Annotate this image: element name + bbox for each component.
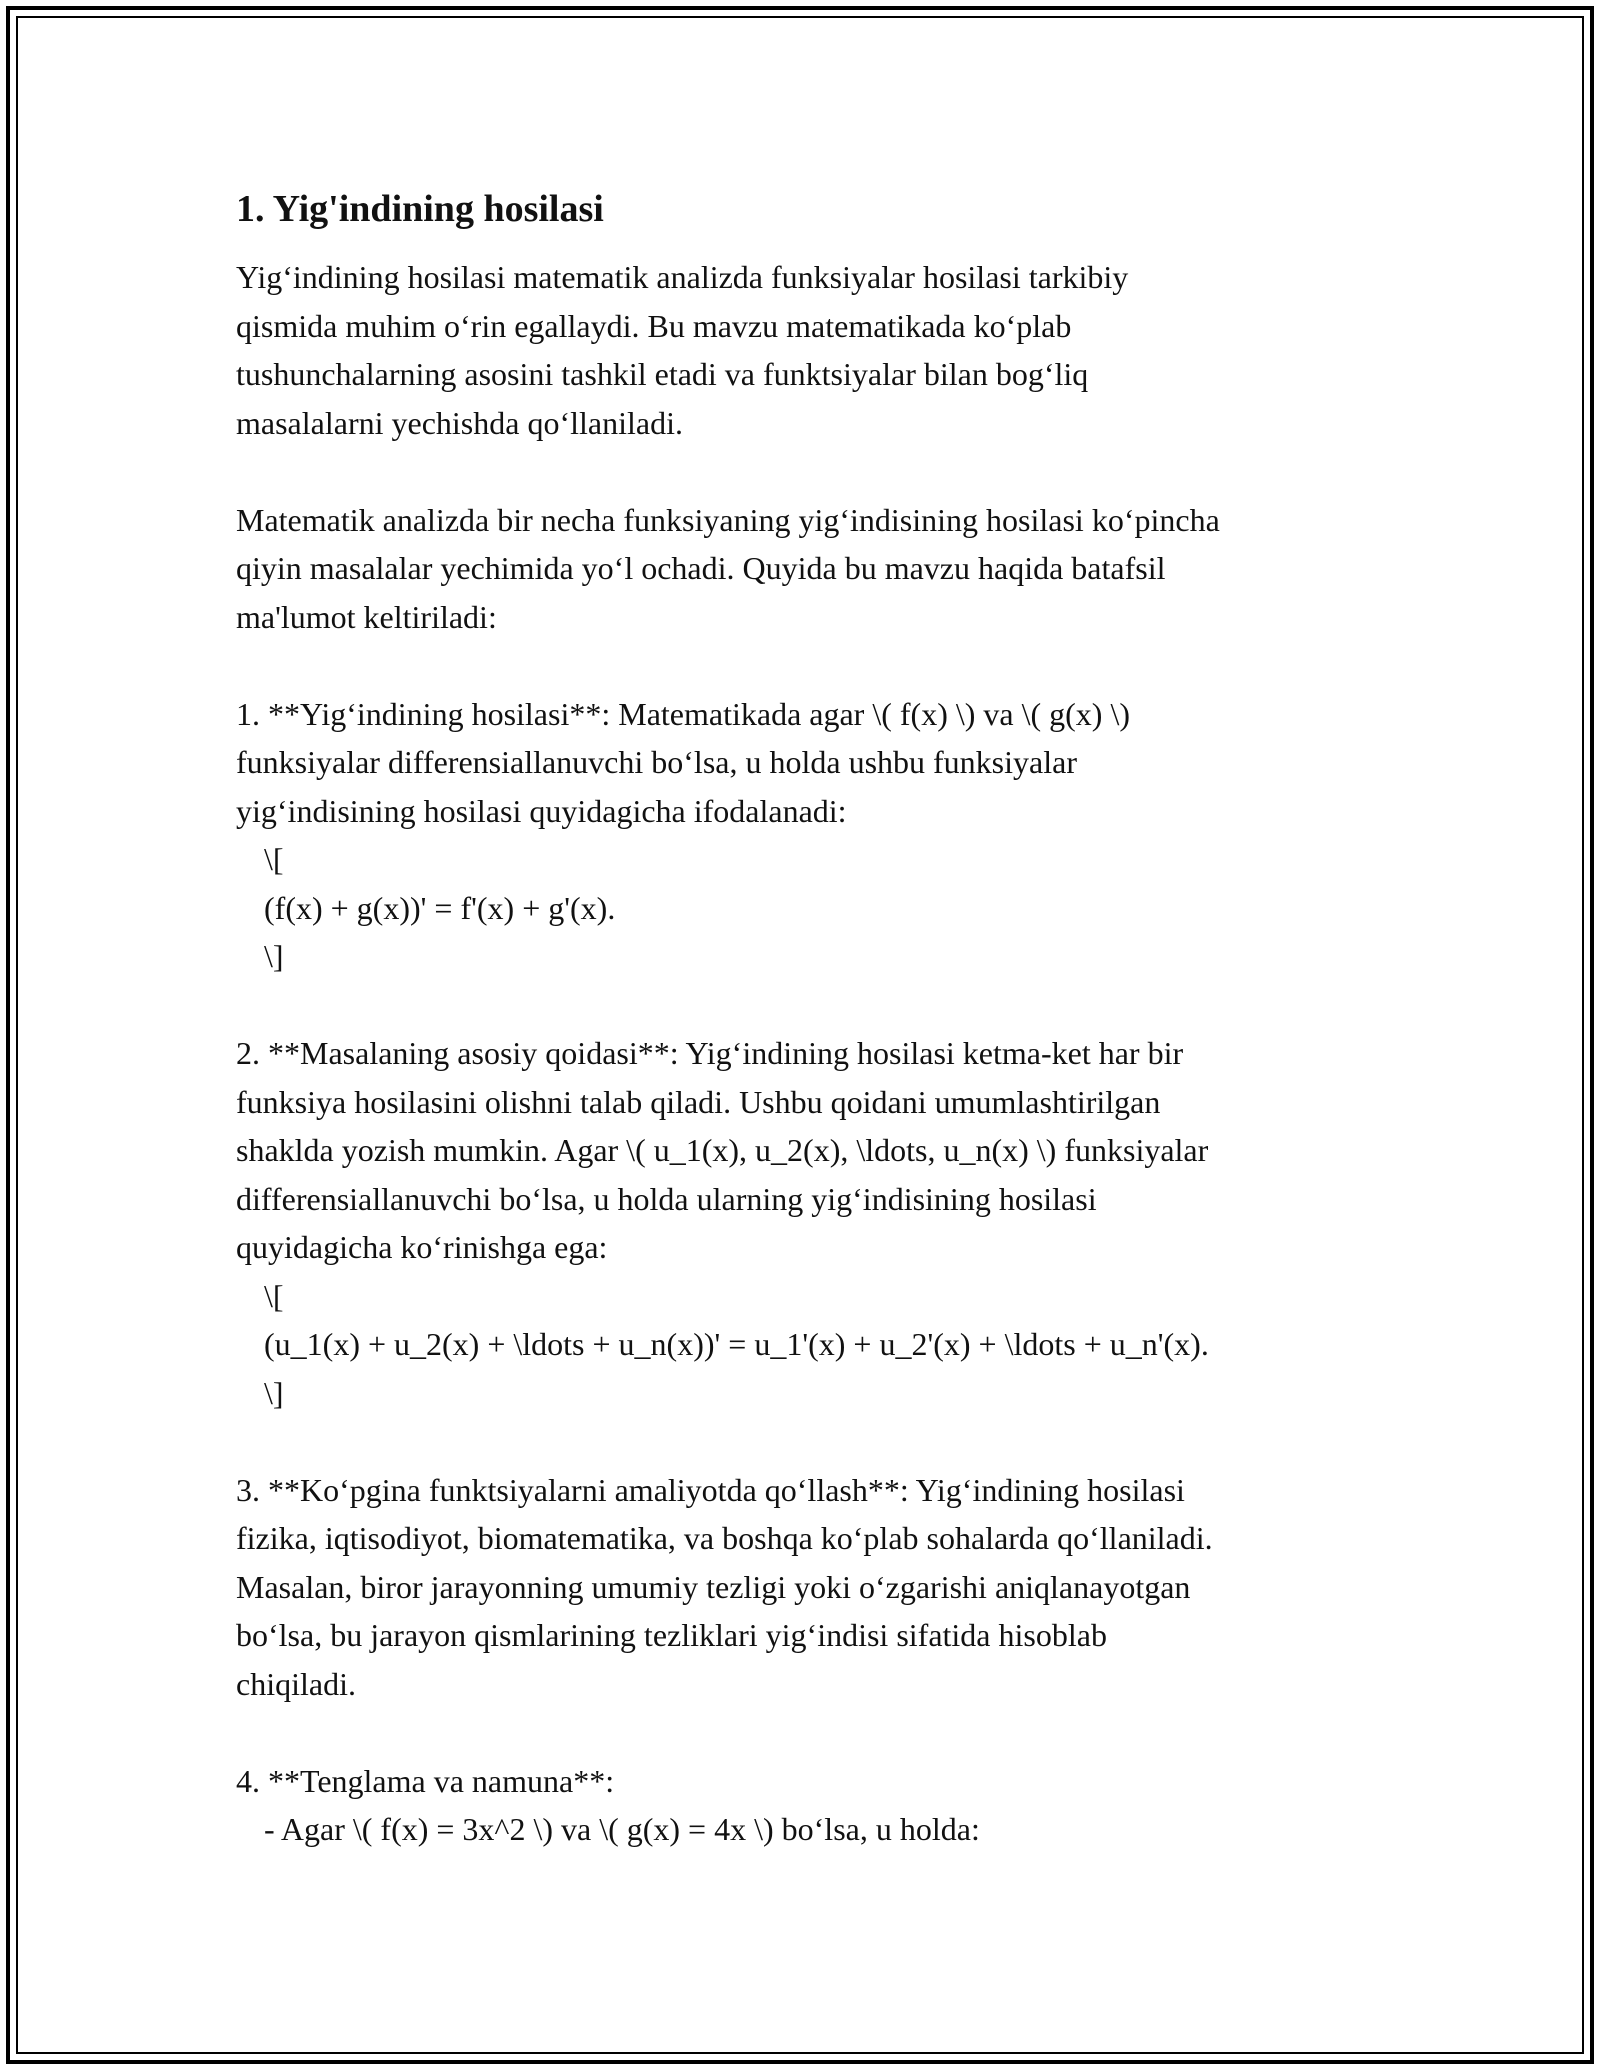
text-line: 3. **Ko‘pgina funktsiyalarni amaliyotda qo‘llash**: Yig‘indining hosilasi <box>236 1471 1185 1508</box>
list-item-1 <box>236 690 1416 981</box>
formula-line: \[ <box>264 841 284 877</box>
text-line: quyidagicha ko‘rinishga ega: <box>236 1229 608 1265</box>
intro-paragraph <box>236 253 1416 447</box>
text-line: tushunchalarning asosini tashkil etadi va funktsiyalar bilan bog‘liq <box>236 356 1089 392</box>
paragraph-gap <box>236 447 1416 496</box>
text-line: fizika, iqtisodiyot, biomatematika, va boshqa ko‘plab sohalarda qo‘llaniladi. <box>236 1520 1213 1556</box>
text-line: funksiya hosilasini olishni talab qiladi. Ushbu qoidani umumlashtirilgan <box>236 1083 1161 1120</box>
list-item-4 <box>236 1757 1416 1854</box>
text-line: chiqiladi. <box>236 1665 356 1702</box>
document-body <box>236 185 1416 1854</box>
formula-line: \] <box>264 1374 284 1411</box>
formula-line: (u_1(x) + u_2(x) + \ldots + u_n(x))' = u_1'(x) + u_2'(x) + \ldots + u_n'(x). <box>264 1326 1209 1362</box>
text-line: Matematik analizda bir necha funksiyaning yig‘indisining hosilasi ko‘pincha <box>236 501 1220 538</box>
text-line: qiyin masalalar yechimida yo‘l ochadi. Quyida bu mavzu haqida batafsil <box>236 550 1166 586</box>
paragraph-gap <box>236 1708 1416 1757</box>
text-line: yig‘indisining hosilasi quyidagicha ifodalanadi: <box>236 792 847 829</box>
text-line: 1. **Yig‘indining hosilasi**: Matematikada agar \( f(x) \) va \( g(x) \) <box>236 695 1130 732</box>
text-line: 2. **Masalaning asosiy qoidasi**: Yig‘indining hosilasi ketma-ket har bir <box>236 1035 1184 1071</box>
text-line: ma'lumot keltiriladi: <box>236 598 497 635</box>
text-line: bo‘lsa, bu jarayon qismlarining tezliklari yig‘indisi sifatida hisoblab <box>236 1617 1107 1653</box>
text-line: funksiyalar differensiallanuvchi bo‘lsa, u holda ushbu funksiyalar <box>236 744 1077 780</box>
section-title: 1. Yig'indining hosilasi <box>236 188 604 230</box>
text-line: Yig‘indining hosilasi matematik analizda funksiyalar hosilasi tarkibiy <box>236 259 1129 295</box>
paragraph-gap <box>236 1417 1416 1466</box>
list-item-2 <box>236 1029 1416 1417</box>
text-line: qismida muhim o‘rin egallaydi. Bu mavzu matematikada ko‘plab <box>236 307 1072 344</box>
text-line: 4. **Tenglama va namuna**: <box>236 1762 615 1799</box>
formula-line: \[ <box>264 1277 284 1314</box>
text-line: differensiallanuvchi bo‘lsa, u holda ularning yig‘indisining hosilasi <box>236 1180 1097 1217</box>
list-item-3 <box>236 1466 1416 1709</box>
text-line: shaklda yozish mumkin. Agar \( u_1(x), u_2(x), \ldots, u_n(x) \) funksiyalar <box>236 1132 1209 1168</box>
sub-item-line: - Agar \( f(x) = 3x^2 \) va \( g(x) = 4x \) bo‘lsa, u holda: <box>264 1811 980 1847</box>
formula-line: (f(x) + g(x))' = f'(x) + g'(x). <box>264 889 616 926</box>
text-line: masalalarni yechishda qo‘llaniladi. <box>236 404 683 441</box>
formula-line: \] <box>264 938 284 974</box>
text-line: Masalan, biror jarayonning umumiy tezligi yoki o‘zgarishi aniqlanayotgan <box>236 1568 1191 1605</box>
second-paragraph <box>236 496 1416 642</box>
paragraph-gap <box>236 981 1416 1030</box>
paragraph-gap <box>236 641 1416 690</box>
